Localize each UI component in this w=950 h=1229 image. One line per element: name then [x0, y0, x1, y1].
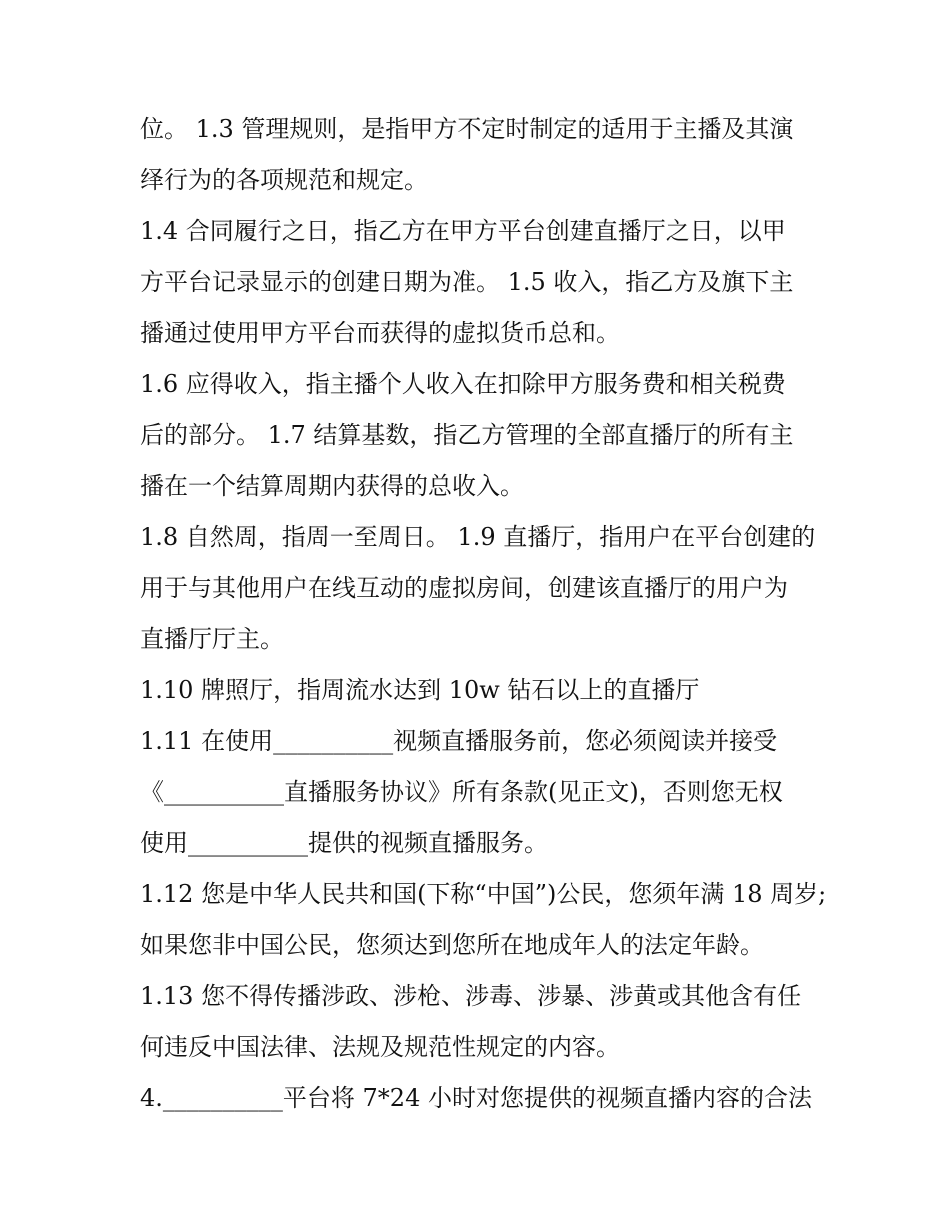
text-line: 1.11 在使用__________视频直播服务前，您必须阅读并接受 [140, 727, 778, 755]
document-body [140, 104, 827, 1124]
text-line: 绎行为的各项规范和规定。 [140, 166, 428, 194]
text-line: 如果您非中国公民，您须达到您所在地成年人的法定年龄。 [140, 931, 764, 959]
text-line: 播在一个结算周期内获得的总收入。 [140, 472, 524, 500]
text-line: 1.4 合同履行之日，指乙方在甲方平台创建直播厅之日，以甲 [140, 217, 786, 245]
text-line: 何违反中国法律、法规及规范性规定的内容。 [140, 1033, 620, 1061]
text-line: 播通过使用甲方平台而获得的虚拟货币总和。 [140, 319, 620, 347]
text-line: 1.6 应得收入，指主播个人收入在扣除甲方服务费和相关税费 [140, 370, 786, 398]
text-line: 1.12 您是中华人民共和国(下称“中国”)公民，您须年满 18 周岁; [140, 880, 827, 908]
text-line: 4.__________平台将 7*24 小时对您提供的视频直播内容的合法 [140, 1084, 812, 1112]
text-line: 1.13 您不得传播涉政、涉枪、涉毒、涉暴、涉黄或其他含有任 [140, 982, 802, 1010]
text-line: 方平台记录显示的创建日期为准。 1.5 收入，指乙方及旗下主 [140, 268, 794, 296]
text-line: 用于与其他用户在线互动的虚拟房间，创建该直播厅的用户为 [140, 574, 788, 602]
text-line: 1.8 自然周，指周一至周日。 1.9 直播厅，指用户在平台创建的 [140, 523, 816, 551]
text-line: 《__________直播服务协议》所有条款(见正文)，否则您无权 [140, 778, 783, 806]
text-line: 使用__________提供的视频直播服务。 [140, 829, 548, 857]
text-line: 直播厅厅主。 [140, 625, 284, 653]
text-line: 后的部分。 1.7 结算基数，指乙方管理的全部直播厅的所有主 [140, 421, 794, 449]
text-line: 位。 1.3 管理规则，是指甲方不定时制定的适用于主播及其演 [140, 115, 794, 143]
text-line: 1.10 牌照厅，指周流水达到 10w 钻石以上的直播厅 [140, 676, 700, 704]
